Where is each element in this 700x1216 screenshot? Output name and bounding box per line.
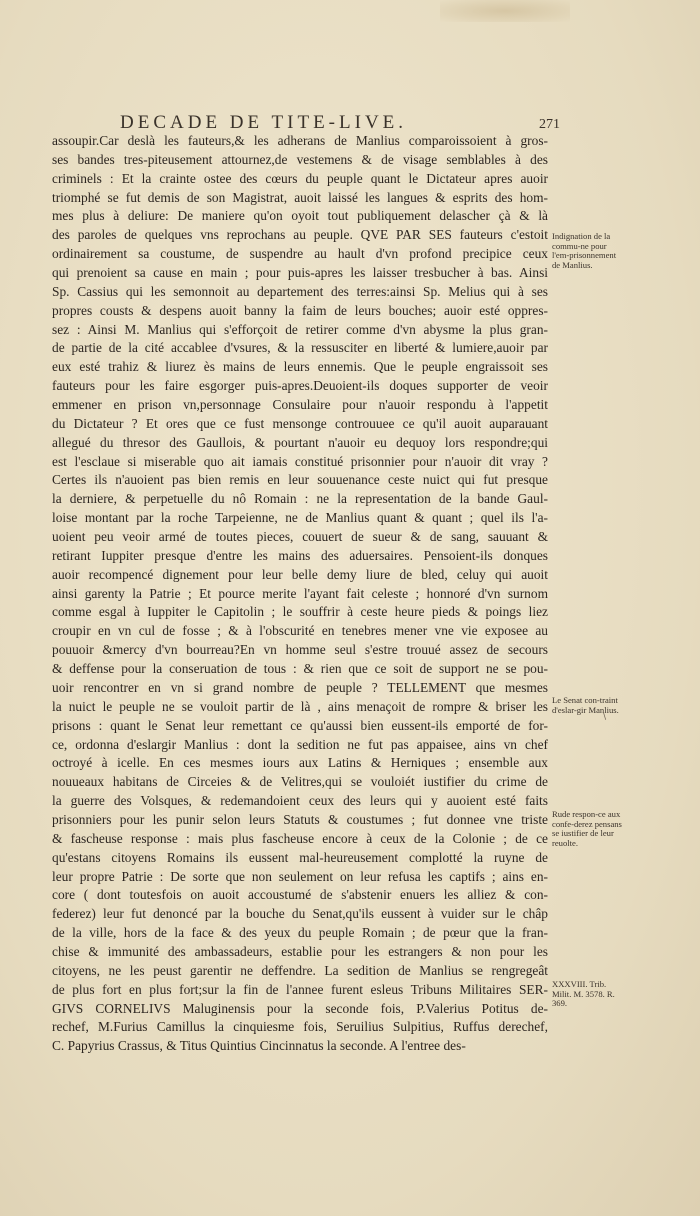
text-line: pouuoir &mercy d'vn bourreau?En vn homme seul s'estre trouué assez de secours — [52, 642, 548, 658]
text-line: ses bandes tres-piteusement attournez,de vestemens & de visage semblables à des — [52, 151, 548, 167]
paper-stain — [440, 0, 570, 22]
running-head — [120, 112, 560, 134]
text-line: & deffense pour la conseruation de tous : & rien que ce soit de support ne se pou- — [52, 661, 548, 677]
text-line: propres cousts & despens auoit banny la faim de leurs bouches; auoir esté oppres- — [52, 302, 548, 318]
text-line: du Dictateur ? Et ores que ce fust mensonge controuuee ce qu'il auoit auparauant — [52, 415, 548, 431]
text-line: qu'estans citoyens Romains ils eussent mal-heureusement complotté la ruyne de — [52, 849, 548, 865]
text-line: ordinairement sa coustume, de suspendre au hault d'vn profond precipice ceux — [52, 246, 548, 262]
text-line: GIVS CORNELIVS Maluginensis pour la seconde fois, P.Valerius Potitus de- — [52, 1000, 548, 1016]
text-line: la guerre des Volsques, & redemandoient ceux des leurs qui y auoient esté faits — [52, 793, 548, 809]
text-line: octroyé à icelle. En ces mesmes iours aux Latins & Herniques ; ensemble aux — [52, 755, 548, 771]
text-line: auoir recompencé dignement pour leur belle demy liure de bled, celuy qui auoit — [52, 566, 548, 582]
text-line: leur propre Patrie : De sorte que non seulement on leur refusa les captifs ; ains en- — [52, 868, 548, 884]
text-line: ce, ordonna d'eslargir Manlius : dont la sedition ne fut pas appaisee, ains vn chef — [52, 736, 548, 752]
margin-note-response: Rude respon-ce aux confe-derez pensans se iustifier de leur reuolte. — [552, 809, 622, 848]
text-line: la nuict le peuple ne se vouloit partir de là , ains menaçoit de rompre & briser les — [52, 698, 548, 714]
text-line: Sp. Cassius qui les semonnoit au departement des terres:ainsi Sp. Melius qui à ses — [52, 283, 548, 299]
body-text — [52, 132, 548, 1056]
text-line: la derniere, & perpetuelle du nô Romain : ne la representation de la bande Gaul- — [52, 491, 548, 507]
text-line: uoient peu veoir armé de toutes pieces, couuert de sueur & de sang, sauuant & — [52, 529, 548, 545]
text-line: qui prenoient sa cause en main ; pour puis-apres les laisser tresbucher à bas. Ainsi — [52, 265, 548, 281]
text-line: de la ville, hors de la face & des yeux du peuple Romain ; de pœur que la fran- — [52, 925, 548, 941]
text-line: retirant Iuppiter presque d'entre les mains des aduersaires. Pensoient-ils donques — [52, 547, 548, 563]
text-line: de plus fort en plus fort;sur la fin de l'annee furent esleus Tribuns Militaires SER- — [52, 981, 548, 997]
text-line: federez) leur fut denoncé par la bouche du Senat,qu'ils eussent à vuider sur le châp — [52, 906, 548, 922]
text-line: allegué du thresor des Gaullois, & pourtant n'auoir eu dequoy lors respondre;qui — [52, 434, 548, 450]
text-line: ainsi garenty la Patrie ; Et pource merite l'ayant fait celeste ; honnoré d'vn surnom — [52, 585, 548, 601]
text-line: des paroles de quelques vns reprochans au peuple. QVE PAR SES fauteurs c'estoit — [52, 227, 548, 243]
text-line: mes plus à deliure: De maniere qu'on oyoit tout publiquement delascher çà & là — [52, 208, 548, 224]
text-line: sez : Ainsi M. Manlius qui s'efforçoit de retirer comme d'vn abysme la plus gran- — [52, 321, 548, 337]
text-line: chise & immunité des ambassadeurs, establie pour les estrangers & non pour les — [52, 943, 548, 959]
text-line: triomphé se fut demis de son Magistrat, auoit laissé les langues & esprits des hom- — [52, 189, 548, 205]
text-line: est l'esclaue si miserable quo ait iamais constitué prisonnier pour n'auoir dit vray ? — [52, 453, 548, 469]
text-line: emmener en prison vn,personnage Consulaire pour n'auoir respondu à l'appetit — [52, 397, 548, 413]
text-line: loise montant par la roche Tarpeienne, ne de Manlius quant & quant ; quel ils l'a- — [52, 510, 548, 526]
text-line: core ( dont toutesfois on auoit accoustumé de s'abstenir enuers les alliez & con- — [52, 887, 548, 903]
text-line: citoyens, ne les peust garentir ne deffendre. La sedition de Manlius se rengregeât — [52, 962, 548, 978]
running-title: DECADE DE TITE-LIVE. — [120, 112, 408, 133]
page-number: 271 — [539, 117, 560, 132]
text-line: Certes ils n'auoient pas bien remis en leur souuenance ceste nuict qui fut presque — [52, 472, 548, 488]
text-line: de partie de la cité accablee d'vsures, & la ressusciter en liberté & lumiere,auoir par — [52, 340, 548, 356]
text-line: C. Papyrius Crassus, & Titus Quintius Cincinnatus la seconde. A l'entree des- — [52, 1038, 466, 1054]
text-line: prisonniers pour les punir selon leurs Statuts & coustumes ; fut donnee vne triste — [52, 811, 548, 827]
text-line: nouueaux habitans de Circeies & de Velitres,qui se vouloiét iustifier du crime de — [52, 774, 548, 790]
margin-note-tribunes: XXXVIII. Trib. Milit. M. 3578. R. 369. — [552, 979, 615, 1009]
text-line: & fascheuse response : mais plus fascheuse encore à ceux de la Colonie ; de ce — [52, 830, 548, 846]
margin-mark-icon: \ — [603, 712, 607, 722]
text-line: criminels : Et la crainte ostee des cœurs du peuple quant le Dictateur apres auoir — [52, 170, 548, 186]
text-line: uoir rencontrer en vn si grand nombre de peuple ? TELLEMENT que mesmes — [52, 679, 548, 695]
text-line: rechef, M.Furius Camillus la cinquiesme fois, Seruilius Sulpitius, Ruffus derechef, — [52, 1019, 548, 1035]
text-line: fauteurs pour les faire esgorger puis-apres.Deuoient-ils doques supporter de veoir — [52, 378, 548, 394]
text-line: eux esté trahiz & liurez ès mains de leurs ennemis. Que le peuple engraissoit ses — [52, 359, 548, 375]
text-line: prisons : quant le Senat leur remettant ce qu'aussi bien eussent-ils emporté de for- — [52, 717, 548, 733]
text-line: assoupir.Car deslà les fauteurs,& les adherans de Manlius comparoissoient à gros- — [52, 133, 548, 148]
margin-note-senat: Le Senat con-traint d'eslar-gir Manlius. — [552, 695, 619, 715]
margin-note-indignation: Indignation de la commu-ne pour l'em-prisonnement de Manlius. — [552, 231, 617, 270]
text-line: comme esgal à Iuppiter le Capitolin ; le souffrir à ceste heure pieds & poings liez — [52, 604, 548, 620]
text-line: croupir en vn cul de fosse ; & à l'obscurité en tenebres mener vne vie exposee au — [52, 623, 548, 639]
